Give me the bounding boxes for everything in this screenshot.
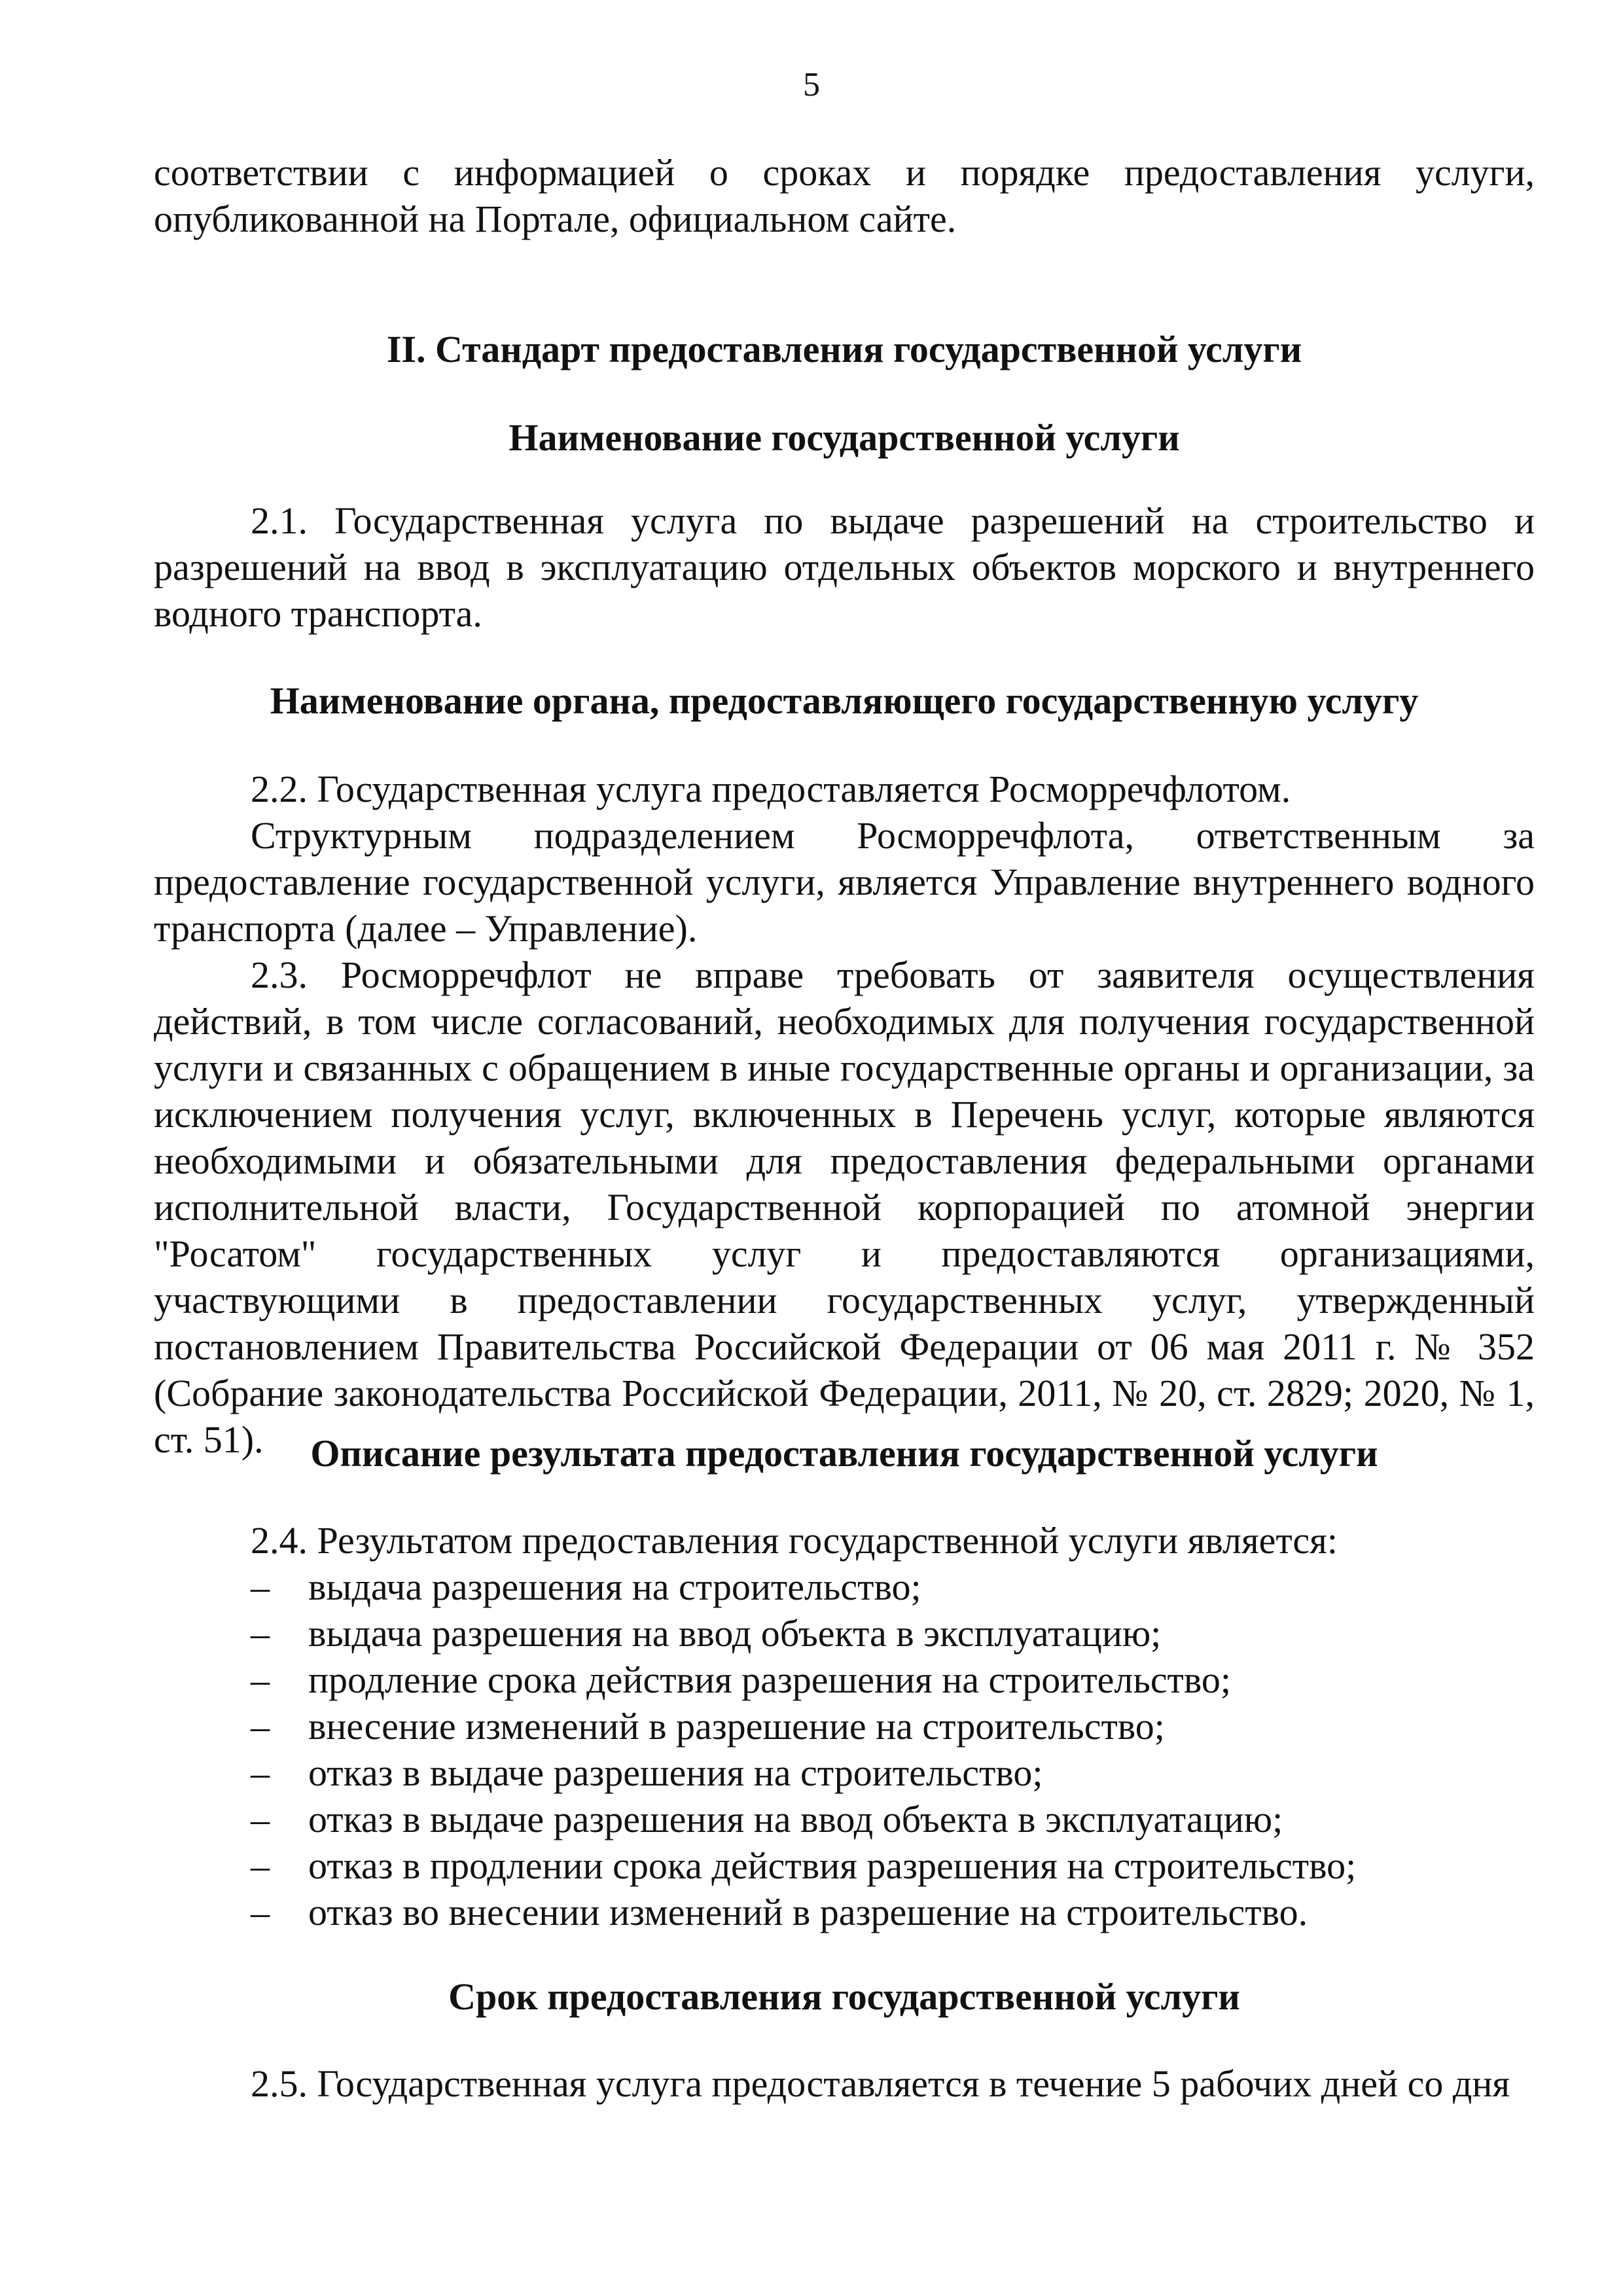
paragraph-2-2: 2.2. Государственная услуга предоставляется Росморречфлотом. xyxy=(251,768,1291,810)
paragraph-2-1: 2.1. Государственная услуга по выдаче разрешений на строительство и разрешений на ввод в эксплуатацию отдельных объектов морского и внутреннего водного транспорта. xyxy=(154,499,1535,635)
result-list xyxy=(154,1564,1535,1935)
heading-term: Срок предоставления государственной услуги xyxy=(448,1975,1240,2018)
page-number: 5 xyxy=(803,66,820,103)
list-item: – отказ в выдаче разрешения на строительство; xyxy=(251,1751,1043,1794)
term-heading-block xyxy=(154,1973,1535,2020)
list-item: – продление срока действия разрешения на строительство; xyxy=(251,1659,1232,1701)
section-title-block xyxy=(154,326,1535,372)
paragraph-2-1-block xyxy=(154,497,1535,637)
authority-heading-block xyxy=(154,677,1535,724)
list-item: – отказ во внесении изменений в разрешение на строительство. xyxy=(251,1891,1308,1933)
list-item: – внесение изменений в разрешение на строительство; xyxy=(251,1705,1165,1748)
heading-result: Описание результата предоставления государственной услуги xyxy=(310,1432,1378,1475)
intro-paragraph: соответствии с информацией о сроках и порядке предоставления услуги, опубликованной на Портале, официальном сайте. xyxy=(154,151,1535,240)
paragraph-2-2-structural-unit: Структурным подразделением Росморречфлота, ответственным за предоставление государственной услуги, является Управление внутреннего водного транспорта (далее – Управление). xyxy=(154,814,1535,950)
authority-block xyxy=(154,766,1535,1463)
list-item: – отказ в выдаче разрешения на ввод объекта в эксплуатацию; xyxy=(251,1798,1283,1840)
paragraph-2-4: 2.4. Результатом предоставления государственной услуги является: xyxy=(251,1519,1338,1562)
paragraph-2-5: 2.5. Государственная услуга предоставляется в течение 5 рабочих дней со дня xyxy=(251,2062,1510,2105)
result-block xyxy=(154,1517,1535,1935)
list-item: – отказ в продлении срока действия разрешения на строительство; xyxy=(251,1844,1357,1887)
service-name-block xyxy=(154,414,1535,461)
section-title: II. Стандарт предоставления государственной услуги xyxy=(386,328,1302,370)
paragraph-2-3: 2.3. Росморречфлот не вправе требовать от заявителя осуществления действий, в том числе согласований, необходимых для получения государственной услуги и связанных с обращением в иные государственные органы и организации, за исключением получения услуг, включенных в Перечень услуг, которые являются необходимыми и обязательными для предоставления федеральными органами исполнительной власти, Государственной корпорацией по атомной энергии "Росатом" государственных услуг и предоставляются организациями, участвующими в предоставлении государственных услуг, утвержденный постановлением Правительства Российской Федерации от 06 мая 2011 г. № 352 (Собрание законодательства Российской Федерации, 2011, № 20, ст. 2829; 2020, № 1, ст. 51). xyxy=(154,954,1535,1461)
term-block xyxy=(154,2060,1535,2107)
list-item: – выдача разрешения на строительство; xyxy=(251,1566,921,1608)
heading-service-name: Наименование государственной услуги xyxy=(508,416,1180,459)
heading-authority: Наименование органа, предоставляющего государственную услугу xyxy=(270,679,1419,722)
result-heading-block xyxy=(154,1430,1535,1477)
intro-block xyxy=(154,149,1535,242)
list-item: – выдача разрешения на ввод объекта в эксплуатацию; xyxy=(251,1612,1162,1655)
